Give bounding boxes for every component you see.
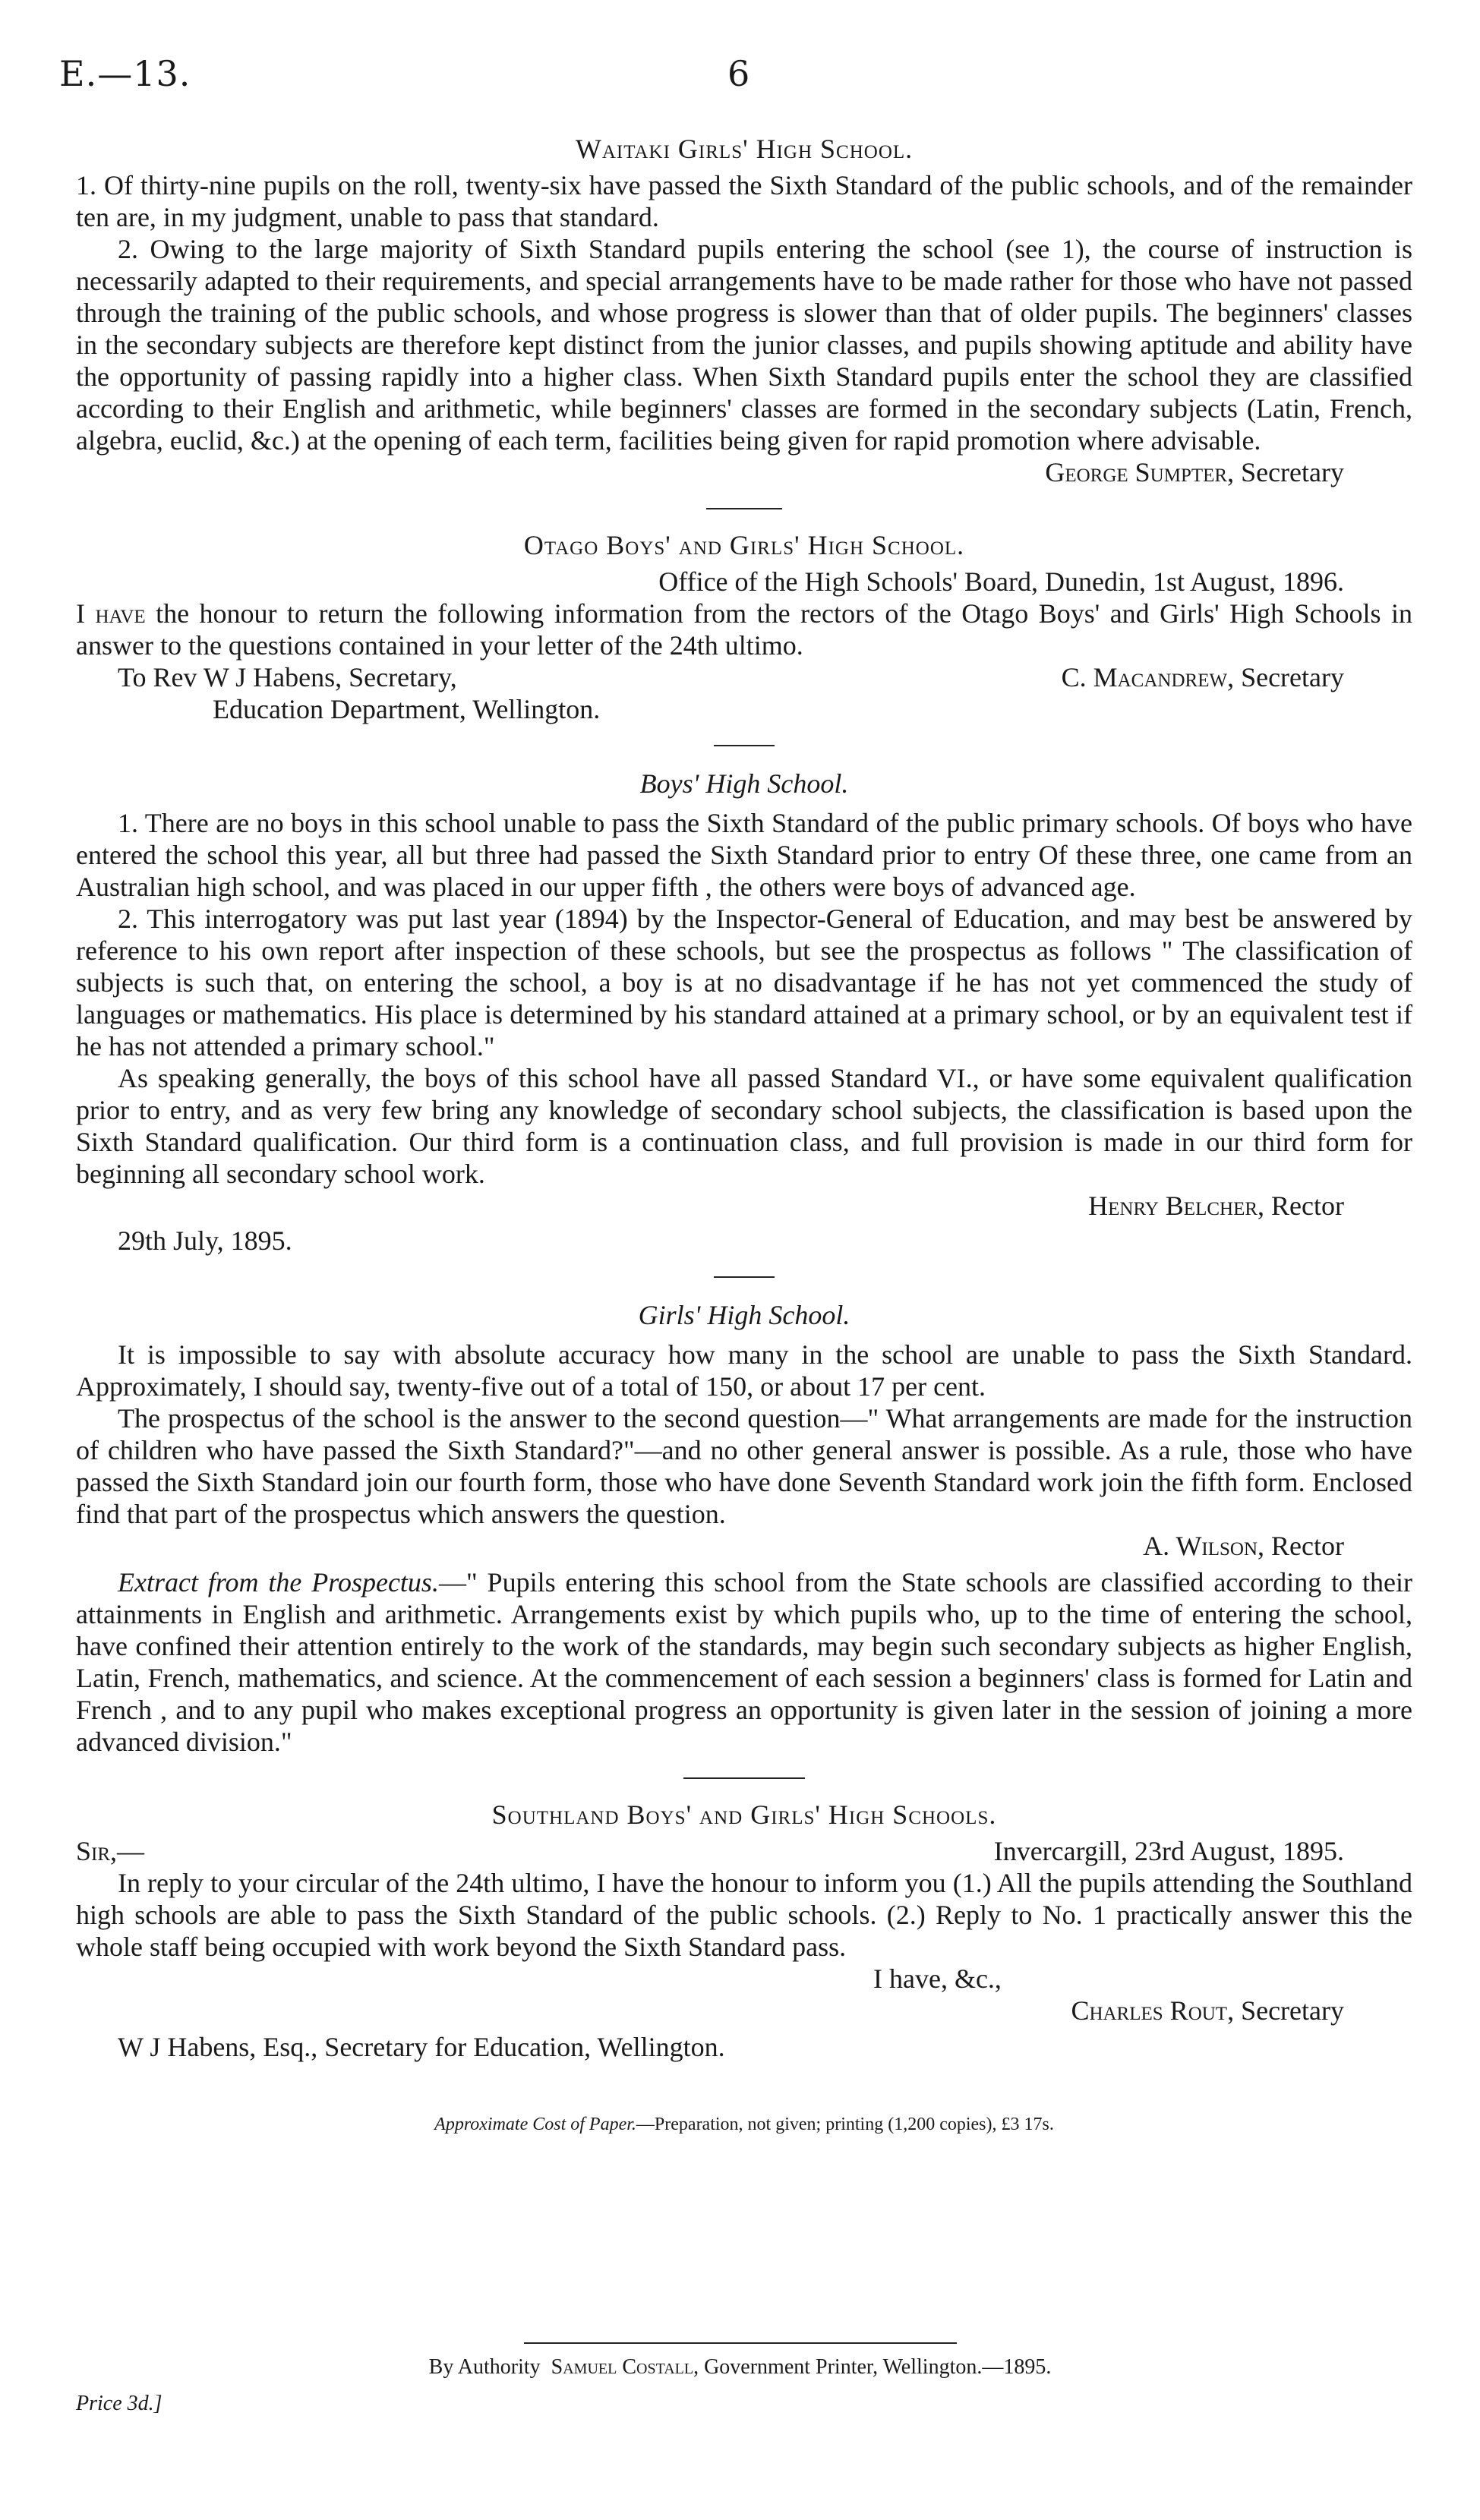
signature-role: , Rector: [1258, 1191, 1344, 1221]
signature-name: Henry Belcher: [1088, 1191, 1258, 1221]
salutation: Sir,—: [76, 1836, 145, 1866]
southland-paragraph-1: In reply to your circular of the 24th ultimo, I have the honour to inform you (1.) All the pupils attending the Southland high schools are able to pass the Sixth Standard of the public schools. (2.) Reply to No. 1 practically answer this the whole staff being occupied with work beyond the Sixth Standard pass.: [76, 1868, 1412, 1962]
southland-closing: I have, &c.,: [873, 1963, 1002, 1994]
signature-role: , Secretary: [1227, 662, 1344, 692]
document-reference: E.—13.: [59, 53, 191, 94]
footer-divider: [524, 2342, 957, 2344]
otago-address-block: [76, 661, 1412, 725]
otago-intro: [76, 598, 1412, 661]
imprint-lead: By Authority: [428, 2355, 541, 2379]
southland-dateline: Invercargill, 23rd August, 1895.: [993, 1836, 1344, 1866]
southland-signature: [76, 1995, 1412, 2026]
section-divider: [706, 508, 782, 509]
girls-prospectus-extract: [76, 1566, 1412, 1758]
section-title-southland: Southland Boys' and Girls' High Schools.: [491, 1799, 997, 1830]
waitaki-signature: [76, 456, 1412, 488]
section-title-waitaki: Waitaki Girls' High School.: [575, 134, 914, 164]
otago-signature: [1062, 661, 1412, 693]
signature-name: A. Wilson: [1143, 1531, 1258, 1561]
imprint-name: Samuel Costall: [551, 2355, 694, 2379]
to-line-2: Education Department, Wellington.: [213, 694, 601, 724]
section-divider: [714, 745, 775, 746]
extract-lead: Extract from the Prospectus.: [118, 1567, 439, 1597]
intro-text: the honour to return the following information from the rectors of the Otago Boys' and Girls' High Schools in answer to the questions contained in your letter of the 24th ultimo.: [76, 598, 1412, 661]
page-number: 6: [727, 53, 750, 94]
signature-role: , Secretary: [1227, 1995, 1344, 2026]
document-body: [76, 133, 1412, 2140]
cost-text: —Preparation, not given; printing (1,200 copies), £3 17s.: [636, 2115, 1054, 2134]
boys-paragraph-1: 1. There are no boys in this school unable to pass the Sixth Standard of the public primary schools. Of boys who have entered the school this year, all but three had passed the Sixth Standard prior to entry Of these three, one came from an Australian high school, and was placed in our upper fifth , the others were boys of advanced age.: [76, 808, 1412, 902]
boys-paragraph-2: 2. This interrogatory was put last year (1894) by the Inspector-General of Education, and may best be answered by reference to his own report after inspection of these schools, but see the prospectus as follows " The classification of subjects is such that, on entering the school, a boy is at no disadvantage if he has not yet commenced the study of languages or mathematics. His place is determined by his standard attained at a primary school, or by an equivalent test if he has not attended a primary school.": [76, 904, 1412, 1061]
price: Price 3d.]: [76, 2392, 163, 2415]
boys-date: 29th July, 1895.: [118, 1225, 292, 1256]
section-divider: [683, 1777, 805, 1779]
girls-paragraph-1: It is impossible to say with absolute accuracy how many in the school are unable to pass the Sixth Standard. Approximately, I should say, twenty-five out of a total of 150, or about 17 per cent.: [76, 1339, 1412, 1402]
signature-name: Charles Rout: [1071, 1995, 1228, 2026]
subsection-title-girls: Girls' High School.: [638, 1300, 850, 1330]
to-line-1: To Rev W J Habens, Secretary,: [118, 662, 457, 692]
boys-paragraph-3: As speaking generally, the boys of this school have all passed Standard VI., or have some equivalent qualification prior to entry, and as very few bring any knowledge of secondary school subjects, the classification is based upon the Sixth Standard qualification. Our third form is a continuation class, and full provision is made in our third form for beginning all secondary school work.: [76, 1063, 1412, 1189]
intro-lead: I have: [76, 598, 146, 629]
girls-signature: [76, 1530, 1412, 1562]
signature-name: C. Macandrew: [1061, 662, 1228, 692]
imprint-text: , Government Printer, Wellington.—1895.: [693, 2355, 1052, 2379]
cost-of-paper: [76, 2108, 1412, 2140]
subsection-title-boys: Boys' High School.: [639, 768, 849, 799]
waitaki-paragraph-2: 2. Owing to the large majority of Sixth Standard pupils entering the school (see 1), the course of instruction is necessarily adapted to their requirements, and special arrangements have to be made rather for those who have not passed through the training of the public schools, and whose progress is slower than that of older pupils. The beginners' classes in the secondary subjects are therefore kept distinct from the junior classes, and pupils showing aptitude and ability have the opportunity of passing rapidly into a higher class. When Sixth Standard pupils enter the school they are classified according to their English and arithmetic, while beginners' classes are formed in the secondary subjects (Latin, French, algebra, euclid, &c.) at the opening of each term, facilities being given for rapid promotion where advisable.: [76, 234, 1412, 456]
southland-addressee: W J Habens, Esq., Secretary for Education, Wellington.: [118, 2032, 725, 2062]
extract-text: —" Pupils entering this school from the State schools are classified according to their attainments in English and arithmetic. Arrangements exist by which pupils who, up to the time of entering the school, have confined their attention entirely to the work of the standards, may begin such secondary subjects as higher English, Latin, French, mathematics, and science. At the commencement of each session a beginners' class is formed for Latin and French , and to any pupil who makes exceptional progress an opportunity is given later in the session of joining a more advanced division.": [76, 1567, 1412, 1757]
boys-signature: [76, 1190, 1412, 1222]
printer-imprint: [0, 2355, 1480, 2380]
section-divider: [714, 1276, 775, 1278]
signature-role: , Rector: [1258, 1531, 1344, 1561]
section-title-otago: Otago Boys' and Girls' High School.: [523, 530, 965, 560]
waitaki-paragraph-1: 1. Of thirty-nine pupils on the roll, twenty-six have passed the Sixth Standard of the public schools, and of the remainder ten are, in my judgment, unable to pass that standard.: [76, 170, 1412, 232]
otago-dateline: Office of the High Schools' Board, Dunedin, 1st August, 1896.: [658, 566, 1344, 597]
cost-lead: Approximate Cost of Paper.: [434, 2115, 636, 2134]
signature-name: George Sumpter: [1045, 457, 1228, 487]
signature-role: , Secretary: [1227, 457, 1344, 487]
girls-paragraph-2: The prospectus of the school is the answer to the second question—" What arrangements are made for the instruction of children who have passed the Sixth Standard?"—and no other general answer is possible. As a rule, those who have passed the Sixth Standard join our fourth form, those who have done Seventh Standard work join the fifth form. Enclosed find that part of the prospectus which answers the question.: [76, 1403, 1412, 1529]
